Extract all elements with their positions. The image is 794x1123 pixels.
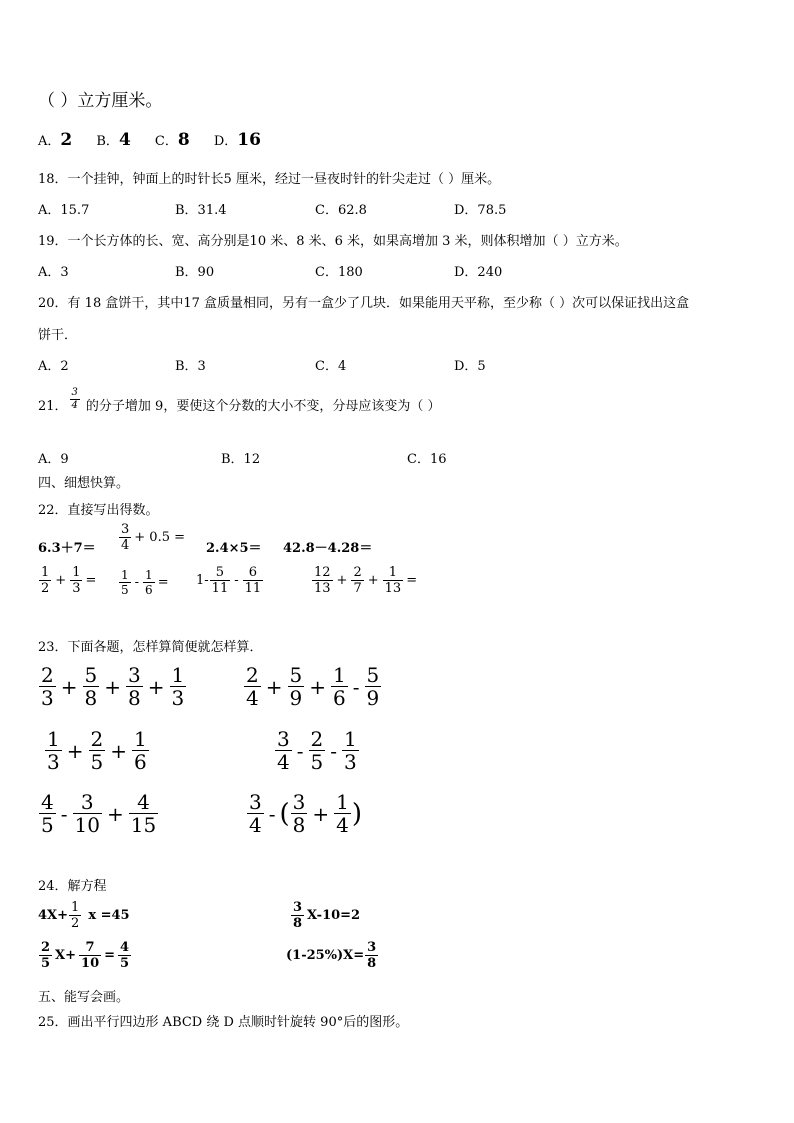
q24-eq-2: $\frac{3}{8}$ X-10=2 [293,900,361,931]
q17-opt-d-label: D． [213,134,238,149]
q18-opt-a: A．15.7 [38,203,90,218]
q19-opt-b: B．90 [175,265,215,280]
q19-stem: 19．一个长方体的长、宽、高分别是10 米、8 米、6 米，如果高增加 3 米，则体积增加（ ）立方米。 [38,234,628,249]
q23-expr-5: $\frac{4}{5}$ - $\frac{3}{10}$ + $\frac{4}{15}$ [41,790,157,837]
q19-opt-c: C．180 [315,265,363,280]
q25-stem: 25．画出平行四边形 ABCD 绕 D 点顺时针旋转 90°后的图形。 [38,1015,409,1030]
q18-opt-b: B．31.4 [175,203,227,218]
q21-number: 21． [38,399,68,414]
q19-opt-a: A．3 [38,265,69,280]
q17-opt-b-label: B． [96,134,119,149]
q21-stem [38,388,440,415]
q17-opt-c-value: 8 [177,130,190,150]
q22-r2-d: $\frac{12}{13}$ + $\frac{2}{7}$ + $\frac{1}{13}$ = [314,565,418,596]
q23-expr-2: $\frac{2}{4}$ + $\frac{5}{9}$ + $\frac{1}{6}$ - $\frac{5}{9}$ [246,663,380,710]
section-4-heading: 四、细想快算。 [38,476,130,491]
q22-title: 22．直接写出得数。 [38,503,159,518]
q20-opt-c: C．4 [315,359,347,374]
q21-opt-a: A．9 [38,452,69,467]
q23-expr-1: $\frac{2}{3}$ + $\frac{5}{8}$ + $\frac{3}{8}$ + $\frac{1}{3}$ [41,663,185,710]
q22-r2-c: 1- $\frac{5}{11}$ - $\frac{6}{11}$ [196,565,262,596]
q17-opt-b-value: 4 [118,130,131,150]
q20-opt-d: D．5 [454,359,486,374]
q20-opt-a: A．2 [38,359,69,374]
q19-opt-d: D．240 [454,265,503,280]
q18-opt-d: D．78.5 [454,203,507,218]
q20-stem-line1: 20．有 18 盒饼干，其中17 盒质量相同，另有一盒少了几块．如果能用天平称，至少称（ ）次可以保证找出这盒 [38,296,690,311]
section-5-heading: 五、能写会画。 [38,990,130,1005]
q17-opt-a-label: A． [38,134,61,149]
q22-r1-d: 42.8－4.28＝ [283,541,373,556]
q21-stem-text: 的分子增加 9，要使这个分数的大小不变，分母应该变为（ ） [85,399,441,414]
q22-r1-a: 6.3＋7＝ [38,541,96,556]
q17-options [38,130,261,150]
q18-opt-c: C．62.8 [315,203,367,218]
q21-fraction: $\frac{3}{4}$ [71,387,78,411]
q17-opt-a-value: 2 [60,130,73,150]
q20-stem-line2: 饼干． [38,328,78,343]
q23-expr-4: $\frac{3}{4}$ - $\frac{2}{5}$ - $\frac{1}{3}$ [277,727,357,774]
q22-r2-a: $\frac{1}{2}$ + $\frac{1}{3}$ = [41,565,97,596]
q23-expr-3: $\frac{1}{3}$ + $\frac{2}{5}$ + $\frac{1}{6}$ [47,727,147,774]
q24-eq-3: $\frac{2}{5}$ X+ $\frac{7}{10}$ = $\frac{4}{5}$ [41,940,130,971]
q22-r1-c: 2.4×5＝ [206,541,262,556]
q24-title: 24．解方程 [38,879,107,894]
q23-title: 23．下面各题，怎样算简便就怎样算． [38,640,263,655]
q21-opt-b: B．12 [221,452,261,467]
q22-r2-b: $\frac{1}{5}$ - $\frac{1}{6}$ = [121,568,169,597]
q18-stem: 18．一个挂钟，钟面上的时针长5 厘米，经过一昼夜时针的针尖走过（ ）厘米。 [38,172,501,187]
q20-opt-b: B．3 [175,359,206,374]
q17-opt-d-value: 16 [237,130,261,150]
q21-opt-c: C．16 [407,452,447,467]
q24-eq-4: (1-25%)X= $\frac{3}{8}$ [286,940,377,971]
q17-stem: （ ）立方厘米。 [38,91,163,111]
q22-r1-b: $\frac{3}{4}$ + 0.5 = [121,522,186,553]
q24-eq-1: 4X+ $\frac{1}{2}$ x =45 [38,900,130,931]
q17-opt-c-label: C． [154,134,178,149]
q23-expr-6: $\frac{3}{4}$ - ( $\frac{3}{8}$ + $\frac{1}{4}$ ) [249,790,363,837]
